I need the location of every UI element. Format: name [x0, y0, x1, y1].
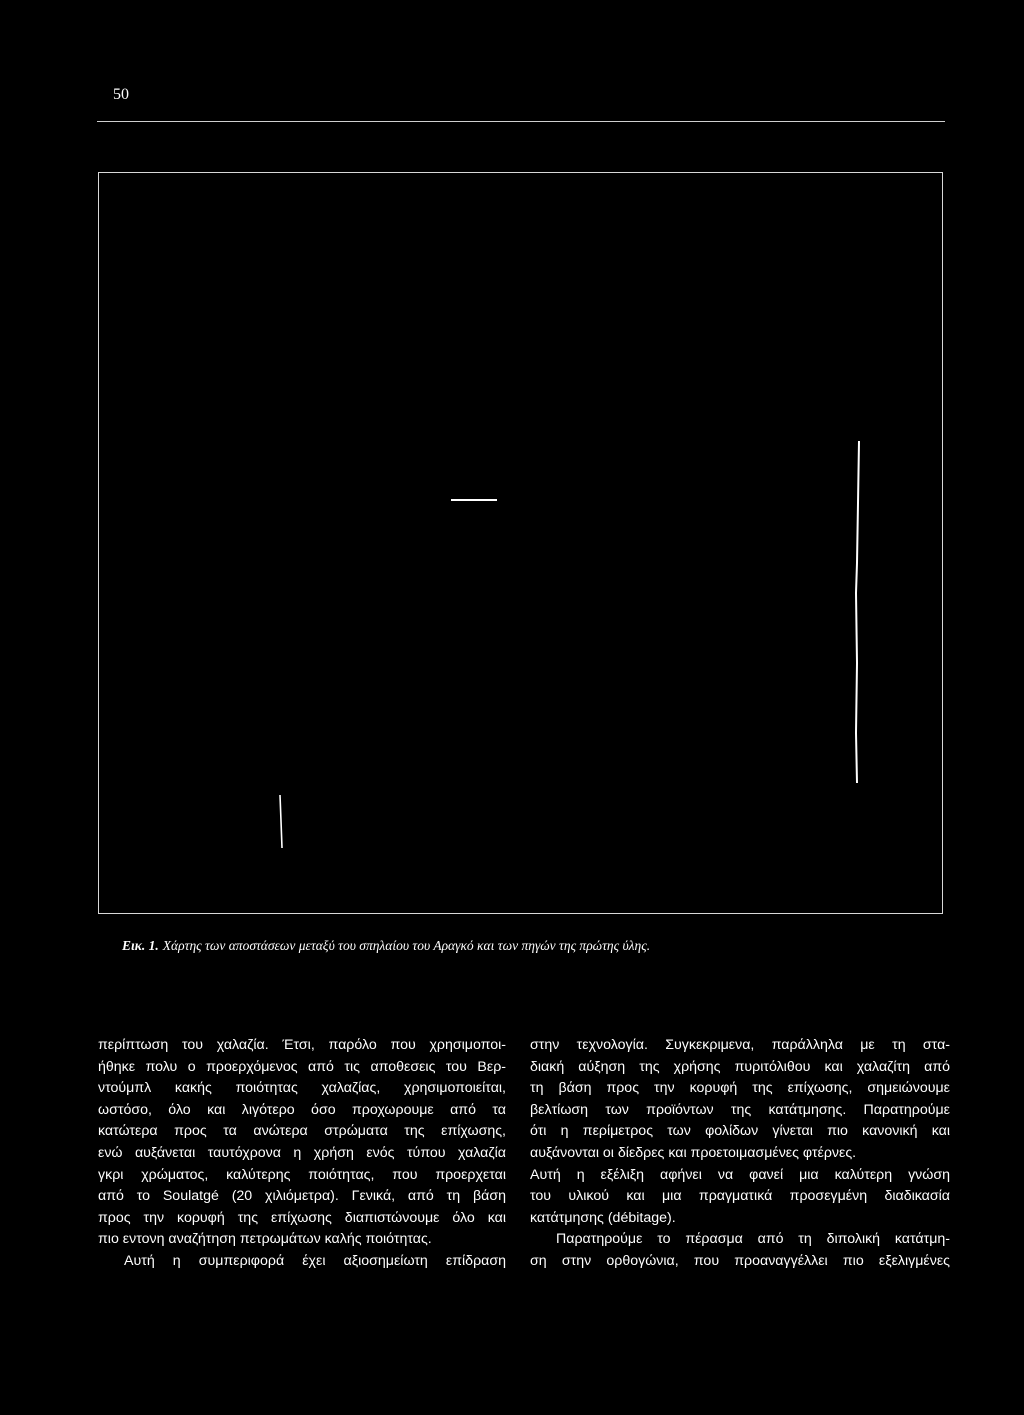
text-line: αυξάνονται οι δίεδρες και προετοιμασμένες φτέρνες.: [530, 1144, 857, 1161]
text-line: στην τεχνολογία. Συγκεκριμενα, παράλληλα με τη στα-: [530, 1037, 950, 1053]
text-line: βελτίωση των προϊόντων της κατάτμησης. Παρατηρούμε: [530, 1101, 950, 1118]
header-rule: [97, 121, 945, 122]
text-column-right: [530, 1035, 950, 1273]
page-number: 50: [113, 86, 129, 103]
text-line: του υλικού και μια πραγματικά προσεγμένη διαδικασία: [530, 1188, 950, 1205]
map-mark-right-line: [856, 441, 859, 783]
text-line: Παρατηρούμε το πέρασμα από τη διπολική κατάτμη-: [556, 1231, 950, 1248]
figure-caption: [122, 937, 650, 955]
text-line: ενώ αυξάνεται ταυτόχρονα η χρήση ενός τύπου χαλαζία: [98, 1144, 506, 1161]
text-line: ντούμπλ κακής ποιότητας χαλαζίας, χρησιμοποιείται,: [98, 1080, 506, 1097]
text-line: ήθηκε πολυ ο προερχόμενος από τις αποθεσεις του Βερ-: [98, 1058, 506, 1075]
text-line: περίπτωση του χαλαζία. Έτσι, παρόλο που χρησιμοποι-: [98, 1037, 506, 1053]
text-line: ωστόσο, όλο και λιγότερο όσο προχωρουμε από τα: [98, 1101, 506, 1118]
text-line: ότι η περίμετρος των φολίδων γίνεται πιο κανονική και: [530, 1123, 950, 1140]
text-line: κατώτερα προς τα ανώτερα στρώματα της επίχωσης,: [98, 1123, 506, 1140]
text-line: τη βάση προς την κορυφή της επίχωσης, σημειώνουμε: [530, 1080, 950, 1097]
text-line: ση στην ορθογώνια, που προαναγγέλλει πιο εξελιγμένες: [530, 1252, 950, 1269]
text-line: γκρι χρώματος, καλύτερης ποιότητας, που προερχεται: [98, 1166, 506, 1183]
text-line: από το Soulatgé (20 χιλιόμετρα). Γενικά, από τη βάση: [98, 1188, 506, 1205]
map-marks: [99, 173, 944, 915]
text-line: Αυτή η συμπεριφορά έχει αξιοσημείωτη επίδραση: [124, 1252, 506, 1269]
figure-map: [98, 172, 943, 914]
text-column-left: [98, 1035, 506, 1273]
figure-caption-text: Χάρτης των αποστάσεων μεταξύ του σπηλαίου του Αραγκό και των πηγών της πρώτης ύλης.: [162, 938, 651, 953]
text-line: Αυτή η εξέλιξη αφήνει να φανεί μια καλύτερη γνώση: [530, 1166, 950, 1183]
text-line: κατάτμησης (débitage).: [530, 1209, 676, 1226]
map-mark-left-line: [280, 795, 282, 848]
text-line: πιο εντονη αναζήτηση πετρωμάτων καλής ποιότητας.: [98, 1231, 432, 1248]
figure-label: Εικ. 1.: [122, 938, 159, 953]
text-line: διακή αύξηση της χρήσης πυριτόλιθου και χαλαζίτη από: [530, 1058, 950, 1075]
text-line: προς την κορυφή της επίχωσης διαπιστώνουμε όλο και: [98, 1209, 506, 1226]
